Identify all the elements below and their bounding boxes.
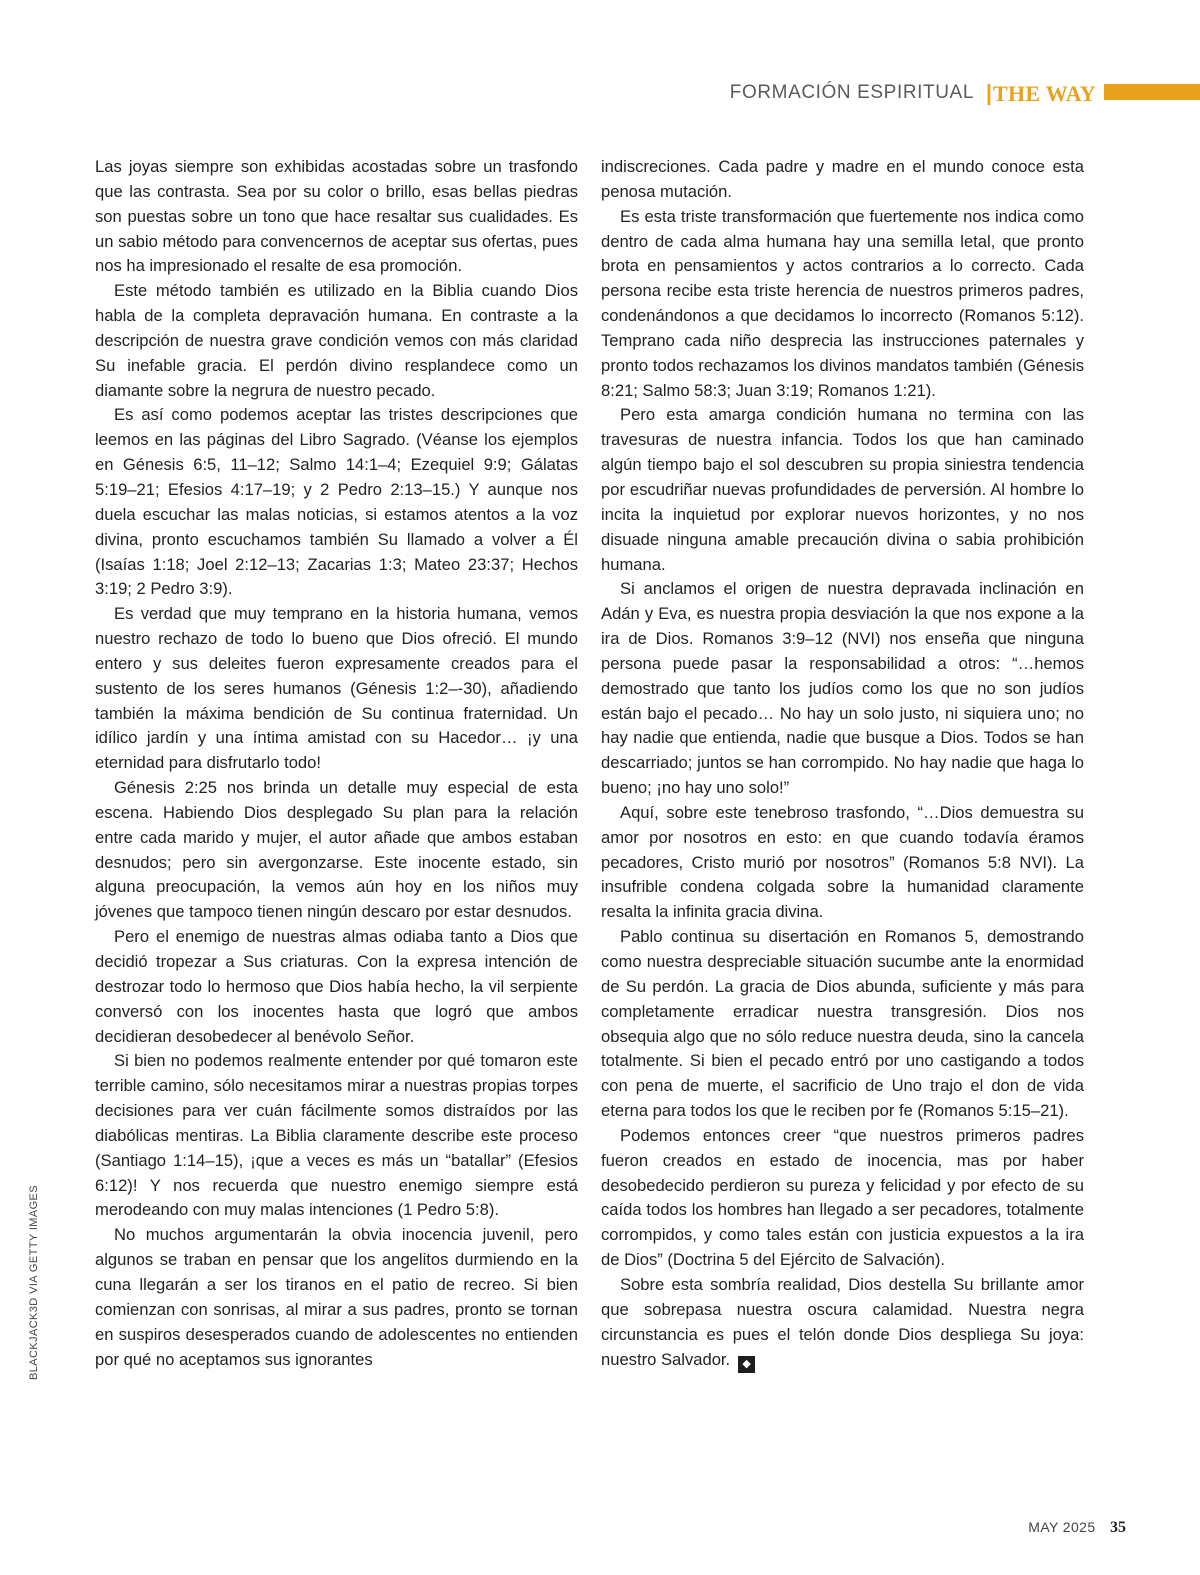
paragraph: Es así como podemos aceptar las tristes descripciones que leemos en las páginas del Libro Sagrado. (Véanse los ejemplos en Génesis 6:5, 11–12; Salmo 14:1–4; Ezequiel 9:9; Gálatas 5:19–21; Efesios 4:17–19; y 2 Pedro 2:13–15.) Y aunque nos duela escuchar las malas noticias, si estamos atentos a la voz divina, pronto escuchamos también Su llamado a volver a Él (Isaías 1:18; Joel 2:12–13; Zacarias 1:3; Mateo 23:37; Hechos 3:19; 2 Pedro 3:9). [95, 405, 578, 599]
paragraph: Aquí, sobre este tenebroso trasfondo, “…Dios demuestra su amor por nosotros en esto: en que cuando todavía éramos pecadores, Cristo murió por nosotros” (Romanos 5:8 NVI). La insufrible condena colgada sobre la humanidad claramente resalta la infinita gracia divina. [601, 802, 1084, 922]
paragraph-text: Sobre esta sombría realidad, Dios destella Su brillante amor que sobrepasa nuestra oscura calamidad. Nuestra negra circunstancia es pues el telón donde Dios despliega Su joya: nuestro Salvador. [601, 1274, 1084, 1369]
paragraph: Es verdad que muy temprano en la historia humana, vemos nuestro rechazo de todo lo bueno que Dios ofreció. El mundo entero y sus deleites fueron expresamente creados para el sustento de los seres humanos (Génesis 1:2–-30), añadiendo también la máxima bendición de Su continua fraternidad. Un idílico jardín y una íntima amistad con su Hacedor… ¡y una eternidad para disfrutarlo todo! [95, 604, 578, 773]
paragraph: Las joyas siempre son exhibidas acostadas sobre un trasfondo que las contrasta. Sea por su color o brillo, esas bellas piedras son puestas sobre un tono que hace resaltar sus cualidades. Es un sabio método para convencernos de aceptar sus ofertas, pues nos ha impresionado el resalte de esa promoción. [95, 157, 578, 276]
section-title: FORMACIÓN ESPIRITUAL [729, 82, 974, 103]
page-footer [1028, 1519, 1126, 1537]
article-column-right [601, 155, 1084, 1373]
paragraph: Pablo continua su disertación en Romanos 5, demostrando como nuestra despreciable situación sucumbe ante la enormidad de Su perdón. La gracia de Dios abunda, suficiente y más para completamente erradicar nuestra transgresión. Dios nos obsequia algo que no sólo reduce nuestra deuda, sino la cancela totalmente. Si bien el pecado entró por uno castigando a todos con pena de muerte, el sacrificio de Uno trajo el don de vida eterna para todos los que le reciben por fe (Romanos 5:15–21). [601, 927, 1084, 1121]
magazine-brand: THE WAY [993, 81, 1096, 106]
photo-credit: BLACKJACK3D VIA GETTY IMAGES [28, 1185, 40, 1380]
paragraph-final [601, 1273, 1084, 1373]
header-separator: | [985, 80, 992, 105]
paragraph: Pero esta amarga condición humana no termina con las travesuras de nuestra infancia. Todos los que han caminado algún tiempo bajo el sol descubren su propia siniestra tendencia por escudriñar nuevas profundidades de perversión. Al hombre lo incita la inquietud por explorar nuevos horizontes, y no nos disuade ninguna amable precaución divina o sabia prohibición humana. [601, 405, 1084, 574]
paragraph: Pero el enemigo de nuestras almas odiaba tanto a Dios que decidió tropezar a Sus criaturas. Con la expresa intención de destrozar todo lo hermoso que Dios había hecho, la vil serpiente conversó con los inocentes hasta que logró que ambos decidieran desobedecer al benévolo Señor. [95, 927, 578, 1046]
paragraph: Si bien no podemos realmente entender por qué tomaron este terrible camino, sólo necesitamos mirar a nuestras propias torpes decisiones para ver cuán fácilmente somos distraídos por las diabólicas mentiras. La Biblia claramente describe este proceso (Santiago 1:14–15), ¡que a veces es más un “batallar” (Efesios 6:12)! Y nos recuerda que nuestro enemigo siempre está merodeando con muy malas intenciones (1 Pedro 5:8). [95, 1051, 578, 1220]
header-accent-bar [1104, 84, 1200, 100]
paragraph: Es esta triste transformación que fuertemente nos indica como dentro de cada alma humana hay una semilla letal, que pronto brota en pensamientos y actos contrarios a lo correcto. Cada persona recibe esta triste herencia de nuestros primeros padres, condenándonos a que decidamos lo incorrecto (Romanos 5:12). Temprano cada niño desprecia las instrucciones paternales y pronto todos rechazamos los divinos mandatos también (Génesis 8:21; Salmo 58:3; Juan 3:19; Romanos 1:21). [601, 206, 1084, 400]
paragraph: Podemos entonces creer “que nuestros primeros padres fueron creados en estado de inocencia, mas por haber desobedecido perdieron su pureza y felicidad y por efecto de su caída todos los hombres han llegado a ser pecadores, totalmente corrompidos, y como tales están con justicia expuestos a la ira de Dios” (Doctrina 5 del Ejército de Salvación). [601, 1125, 1084, 1270]
article-column-left [95, 155, 578, 1372]
paragraph: Si anclamos el origen de nuestra depravada inclinación en Adán y Eva, es nuestra propia desviación la que nos expone a la ira de Dios. Romanos 3:9–12 (NVI) nos enseña que ninguna persona puede pasar la responsabilidad a otros: “…hemos demostrado que tanto los judíos como los que no son judíos están bajo el pecado… No hay un solo justo, ni siquiera uno; no hay nadie que entienda, nadie que busque a Dios. Todos se han descarriado; juntos se han corrompido. No hay nadie que haga lo bueno; ¡no hay uno solo!” [601, 579, 1084, 798]
page-header [0, 80, 1200, 108]
paragraph: No muchos argumentarán la obvia inocencia juvenil, pero algunos se traban en pensar que los angelitos durmiendo en la cuna llegarán a ser los tiranos en el patio de recreo. Si bien comienzan con sonrisas, al mirar a sus padres, pronto se tornan en suspiros desesperados cuando de adolescentes no entienden por qué no aceptamos sus ignorantes [95, 1225, 578, 1369]
paragraph: Este método también es utilizado en la Biblia cuando Dios habla de la completa depravación humana. En contraste a la descripción de nuestra grave condición vemos con más claridad Su inefable gracia. El perdón divino resplandece como un diamante sobre la negrura de nuestro pecado. [95, 281, 578, 400]
end-of-article-icon: ◆ [738, 1356, 755, 1373]
issue-date: MAY 2025 [1028, 1519, 1096, 1535]
page-number: 35 [1110, 1519, 1126, 1536]
paragraph: Génesis 2:25 nos brinda un detalle muy especial de esta escena. Habiendo Dios desplegado Su plan para la relación entre cada marido y mujer, el autor añade que ambos estaban desnudos; pero sin avergonzarse. Este inocente estado, sin alguna preocupación, la vemos aún hoy en los niños muy jóvenes que tampoco tienen ningún descaro por estar desnudos. [95, 778, 578, 922]
paragraph: indiscreciones. Cada padre y madre en el mundo conoce esta penosa mutación. [601, 157, 1084, 201]
